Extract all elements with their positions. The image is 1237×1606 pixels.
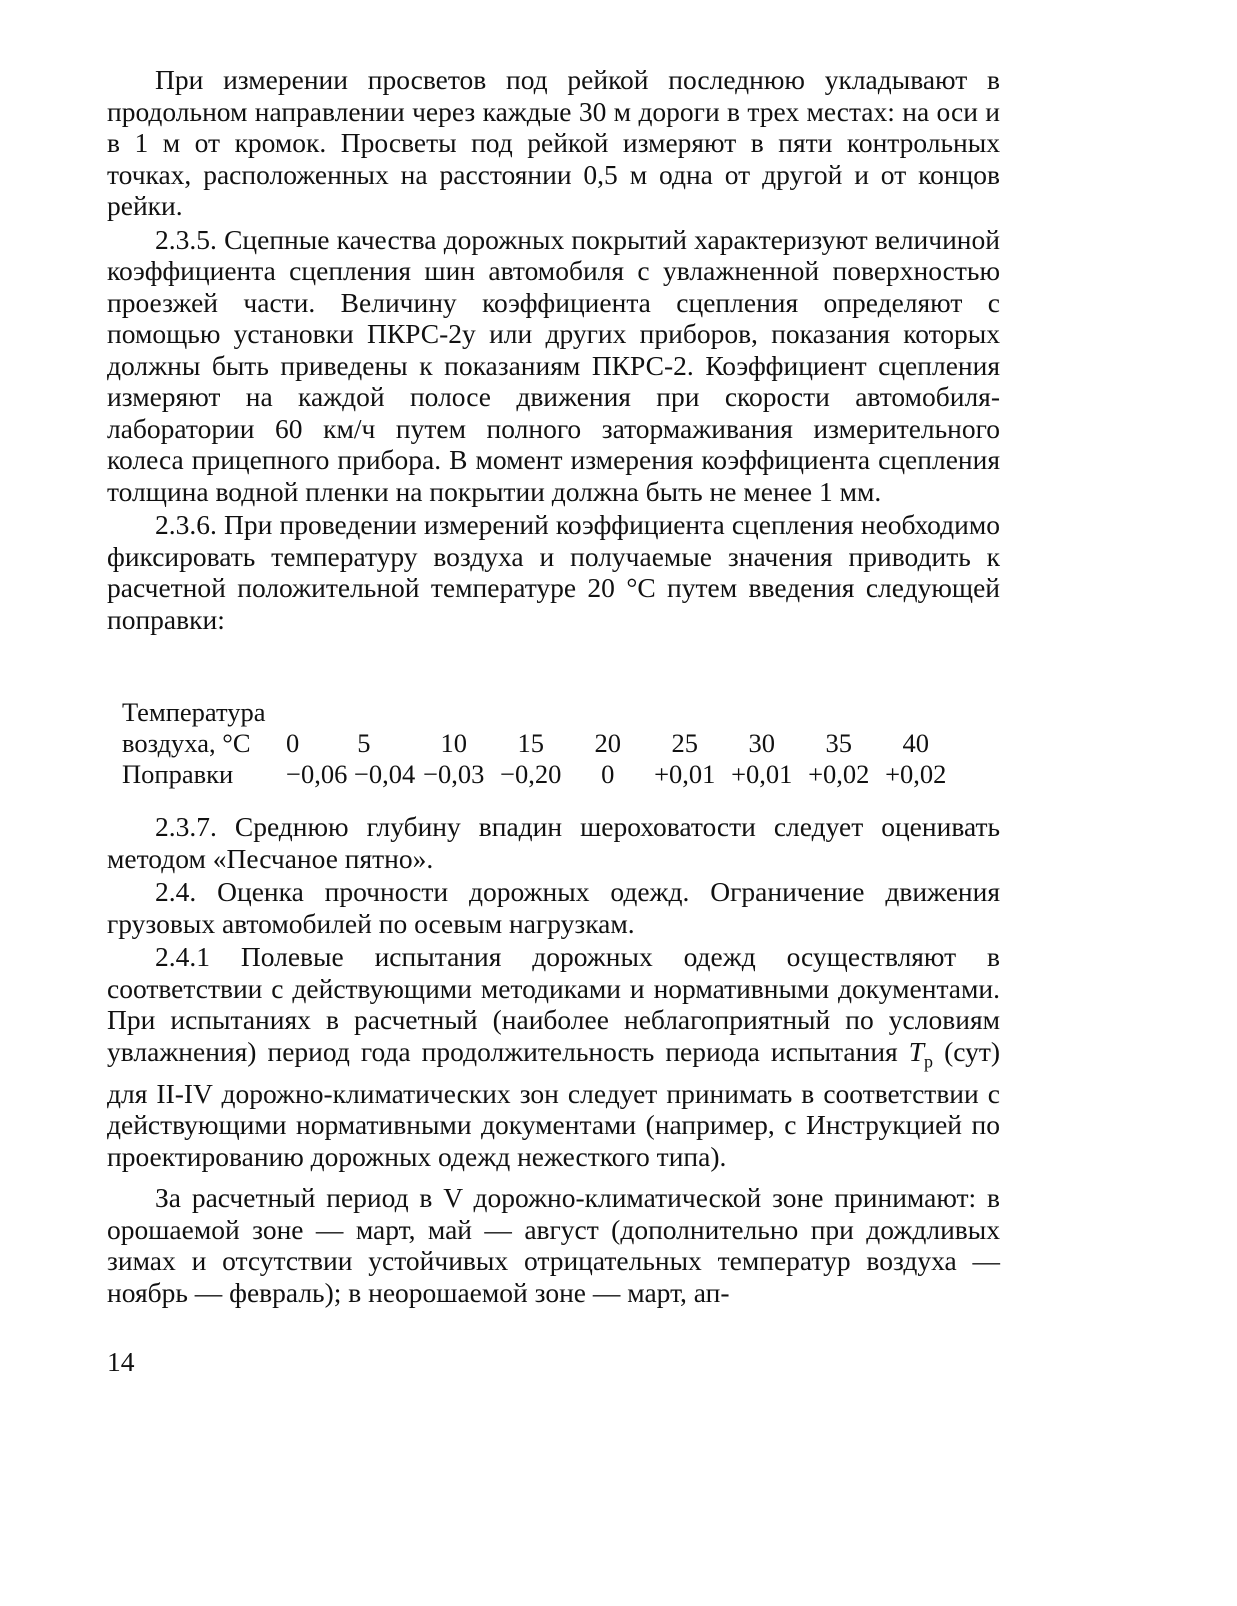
paragraph-2-3-5: 2.3.5. Сцепные качества дорожных покрытий характеризуют величиной коэффициента сцепления шин автомобиля с увлажненной поверхностью проезжей части. Величину коэффициента сцепления определяют с помощью установки ПКРС-2у или других приборов, показания которых должны быть приведены к показаниям ПКРС-2. Коэффициент сцепления измеряют на каждой полосе движения при скорости автомобиля-лаборатории 60 км/ч путем полного затормаживания измерительного колеса прицепного прибора. В момент измерения коэффициента сцепления толщина водной пленки на покрытии должна быть не менее 1 мм. [107,223,1000,507]
table-cell: +0,02 [885,759,947,789]
table-cell: 5 [357,728,371,758]
table-cell: 25 [671,728,699,758]
table-row-corrections [122,759,954,790]
table-cell: 0 [601,759,615,789]
table-cell: 40 [902,728,930,758]
table-cell: 10 [440,728,468,758]
table-cell: +0,02 [808,759,870,789]
text-bottom [107,811,1000,1308]
correction-value: −0,06 [286,759,348,789]
text-top [107,64,1000,635]
paragraph-rail-gaps: При измерении просветов под рейкой последнюю укладывают в продольном направлении через каждые 30 м дороги в трех местах: на оси и в 1 м от кромок. Просветы под рейкой измеряют в пяти контрольных точках, расположенных на расстоянии 0,5 м одна от другой и от концов рейки. [107,64,1000,221]
paragraph-2-4-1-part2: (сут) для II-IV дорожно-климатических зон следует принимать в соответствии с действующими нормативными документами (например, с Инструкцией по проектированию дорожных одежд нежесткого типа). [107,1035,1001,1172]
table-cell: 0 [286,728,300,758]
paragraph-2-3-6: 2.3.6. При проведении измерений коэффициента сцепления необходимо фиксировать температуру воздуха и получаемые значения приводить к расчетной положительной температуре 20 °С путем введения следующей поправки: [107,509,1000,635]
paragraph-2-4-1-part1: 2.4.1 Полевые испытания дорожных одежд осуществляют в соответствии с действующими методиками и нормативными документами. При испытаниях в расчетный (наиболее неблагоприятный по условиям увлажнения) период года продолжительность периода испытания [107,941,1000,1067]
table-label-air: воздуха, °С [122,728,251,758]
table-cell: +0,01 [731,759,793,789]
symbol-subscript: р [924,1051,934,1071]
table-label-temperature: Температура [122,697,266,727]
table-cell: 35 [825,728,853,758]
correction-value: −0,04 [353,759,416,789]
page-number: 14 [107,1346,135,1377]
table-cell: 15 [517,728,545,758]
table-cell: −0,03 [423,759,485,789]
table-label-corrections: Поправки [122,759,234,789]
table-row-temperatures [122,728,954,759]
symbol-t: T [908,1035,925,1067]
table-cell: 30 [748,728,776,758]
table-cell: −0,20 [500,759,562,789]
paragraph-2-3-7: 2.3.7. Среднюю глубину впадин шероховатости следует оценивать методом «Песчаное пятно». [107,811,1000,874]
paragraph-2-4-1 [107,941,1000,1172]
temperature-correction-table [122,697,954,790]
paragraph-2-4: 2.4. Оценка прочности дорожных одежд. Ограничение движения грузовых автомобилей по осевым нагрузкам. [107,876,1000,939]
table-cell: +0,01 [654,759,716,789]
table-cell: 20 [594,728,622,758]
table-cell [286,759,415,790]
table-row-header [122,697,954,728]
paragraph-zone-v: За расчетный период в V дорожно-климатической зоне принимают: в орошаемой зоне — март, май — август (дополнительно при дождливых зимах и отсутствии устойчивых отрицательных температур воздуха —ноябрь — февраль); в неорошаемой зоне — март, ап- [107,1182,1000,1308]
